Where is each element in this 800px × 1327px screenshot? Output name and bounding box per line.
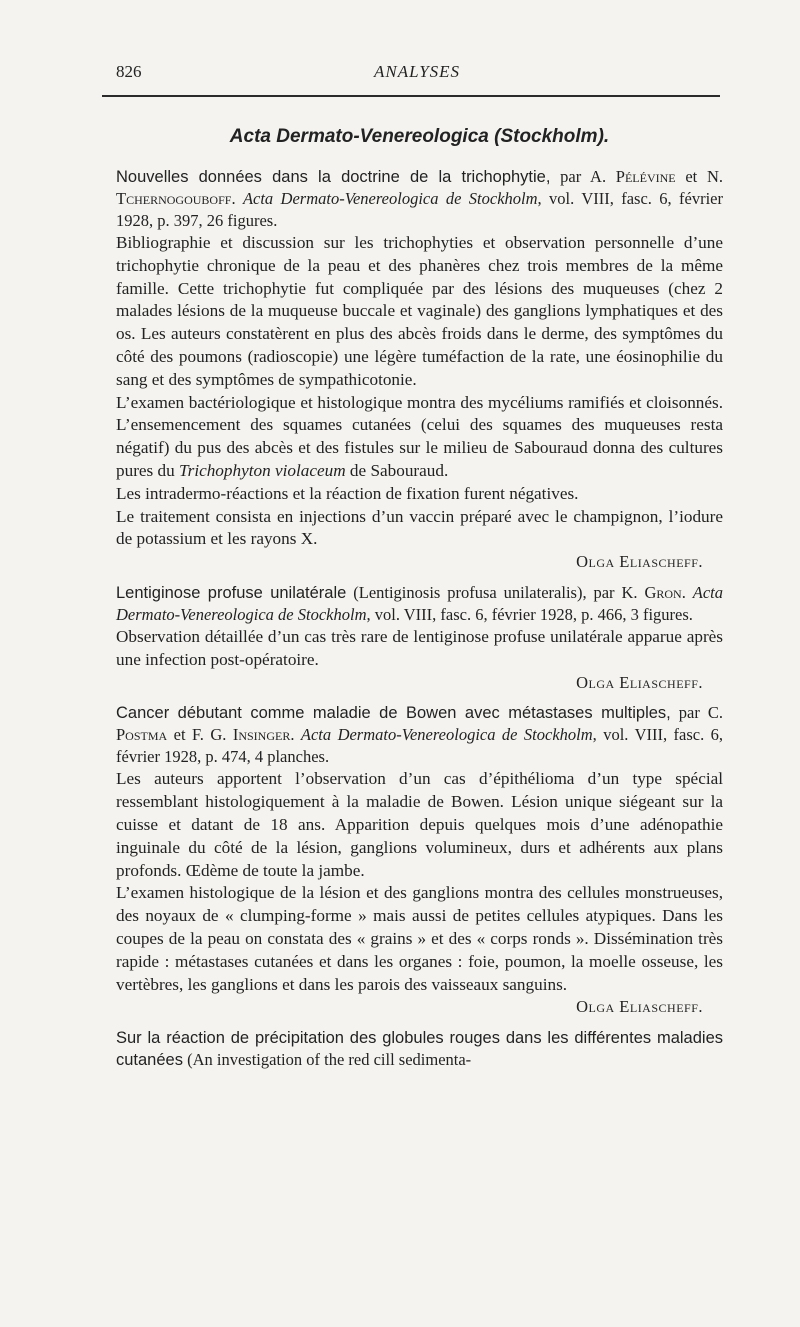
author-name: Postma xyxy=(116,725,168,745)
author-name: Pélévine xyxy=(615,167,676,186)
paragraph: L’examen bactériologique et histologique montra des mycéliums ramifiés et cloisonnés. L’ensemencement des squames cutanées (celui des squames des muqueuses resta négatif) du pus des abcès et des fistules sur le milieu de Sabouraud donna des cultures pures du Trichophyton violaceum de Sabouraud. xyxy=(116,392,723,480)
article-body xyxy=(116,768,723,996)
author-name: Tchernogouboff xyxy=(116,189,232,208)
signature: Olga Eliascheff. xyxy=(576,552,703,572)
paragraph: Les intradermo-réactions et la réaction de fixation furent négatives. xyxy=(116,483,579,503)
journal-citation: Acta Dermato-Venereologica de Stockholm xyxy=(300,725,593,745)
article-heading: Cancer débutant comme maladie de Bowen avec métastases multiples, par C. Postma et F. G. Insinger. Acta Dermato-Venereologica de Stockholm, vol. VIII, fasc. 6, février 1928, p. 474, 4 planches. xyxy=(116,703,724,767)
citation-details: , vol. VIII, fasc. 6, février 1928, p. 397, 26 figures. xyxy=(116,189,723,230)
paragraph: Observation détaillée d’un cas très rare de lentiginose profuse unilatérale apparue après une infection post-opératoire. xyxy=(116,626,723,669)
paragraph: Le traitement consista en injections d’un vaccin préparé avec le champignon, l’iodure de potassium et les rayons X. xyxy=(116,506,723,549)
article-body xyxy=(116,232,723,551)
article-lentiginose xyxy=(116,582,723,694)
running-title: ANALYSES xyxy=(373,62,461,81)
header-rule xyxy=(102,95,720,97)
page-content xyxy=(116,126,723,1079)
author-name: Gron xyxy=(644,582,682,602)
page-number: 826 xyxy=(116,62,142,81)
article-precipitation xyxy=(116,1027,723,1071)
article-heading: Sur la réaction de précipitation des globules rouges dans les différentes maladies cutanées (An investigation of the red cill sedimenta- xyxy=(116,1029,723,1070)
article-cancer-bowen xyxy=(116,702,723,1019)
paragraph: L’examen histologique de la lésion et des ganglions montra des cellules monstrueuses, des noyaux de « clumping-forme » mais aussi de petites cellules atypiques. Dans les coupes de la peau on constata des « grains » et des « corps ronds ». Dissémination très rapide : métastases cutanées et dans les organes : foie, poumon, la moelle osseuse, les vertèbres, les ganglions et dans les parois des vaisseaux sanguins. xyxy=(116,883,723,994)
running-header xyxy=(116,62,718,84)
article-title: Sur la réaction de précipitation des globules rouges dans les différentes maladies cutanées xyxy=(116,1029,723,1070)
article-title: Cancer débutant comme maladie de Bowen avec métastases multiples, xyxy=(116,704,671,723)
paragraph: Les auteurs apportent l’observation d’un cas d’épithélioma d’un type spécial ressemblant histologiquement à la maladie de Bowen. Lésion unique siégeant sur la cuisse et datant de 18 ans. Apparition depuis quelques mois d’une adénopathie inguinale du côté de la lésion, ganglions volumineux, durs et adhérents aux plans profonds. Œdème de toute la jambe. xyxy=(116,769,723,880)
species-name: Trichophyton violaceum xyxy=(179,460,346,480)
author-name: Insinger xyxy=(232,725,291,745)
signature: Olga Eliascheff. xyxy=(576,997,703,1017)
article-heading: Lentiginose profuse unilatérale (Lentiginosis profusa unilateralis), par K. Gron. Acta Dermato-Venereologica de Stockholm, vol. VIII, fasc. 6, février 1928, p. 466, 3 figures. xyxy=(116,582,723,624)
citation-details: , vol. VIII, fasc. 6, février 1928, p. 474, 4 planches. xyxy=(116,725,724,767)
signature: Olga Eliascheff. xyxy=(576,672,703,692)
journal-citation: Acta Dermato-Venereologica de Stockholm xyxy=(116,582,723,624)
article-body xyxy=(116,626,723,672)
article-trichophytie xyxy=(116,166,723,574)
article-heading: Nouvelles données dans la doctrine de la trichophytie, par A. Pélévine et N. Tchernogouboff. Acta Dermato-Venereologica de Stockholm, vol. VIII, fasc. 6, février 1928, p. 397, 26 figures. xyxy=(116,167,723,230)
paragraph: Bibliographie et discussion sur les trichophyties et observation personnelle d’une trichophytie chronique de la peau et des phanères chez trois membres de la même famille. Cette trichophytie fut compliquée par des lésions des muqueuses (chez 2 malades lésions de la muqueuse buccale et vaginale) des ganglions lymphatiques et des os. Les auteurs constatèrent en plus des abcès froids dans le derme, des symptômes du côté des poumons (radioscopie) une légère tuméfaction de la rate, une éosinophilie du sang et des symptômes de sympathicotonie. xyxy=(116,233,723,389)
article-title: Nouvelles données dans la doctrine de la trichophytie, xyxy=(116,168,551,186)
article-title: Lentiginose profuse unilatérale xyxy=(116,583,347,602)
journal-citation: Acta Dermato-Venereologica de Stockholm xyxy=(242,189,538,208)
citation-details: , vol. VIII, fasc. 6, février 1928, p. 466, 3 figures. xyxy=(366,604,693,624)
journal-heading: Acta Dermato-Venereologica (Stockholm). xyxy=(229,126,610,147)
